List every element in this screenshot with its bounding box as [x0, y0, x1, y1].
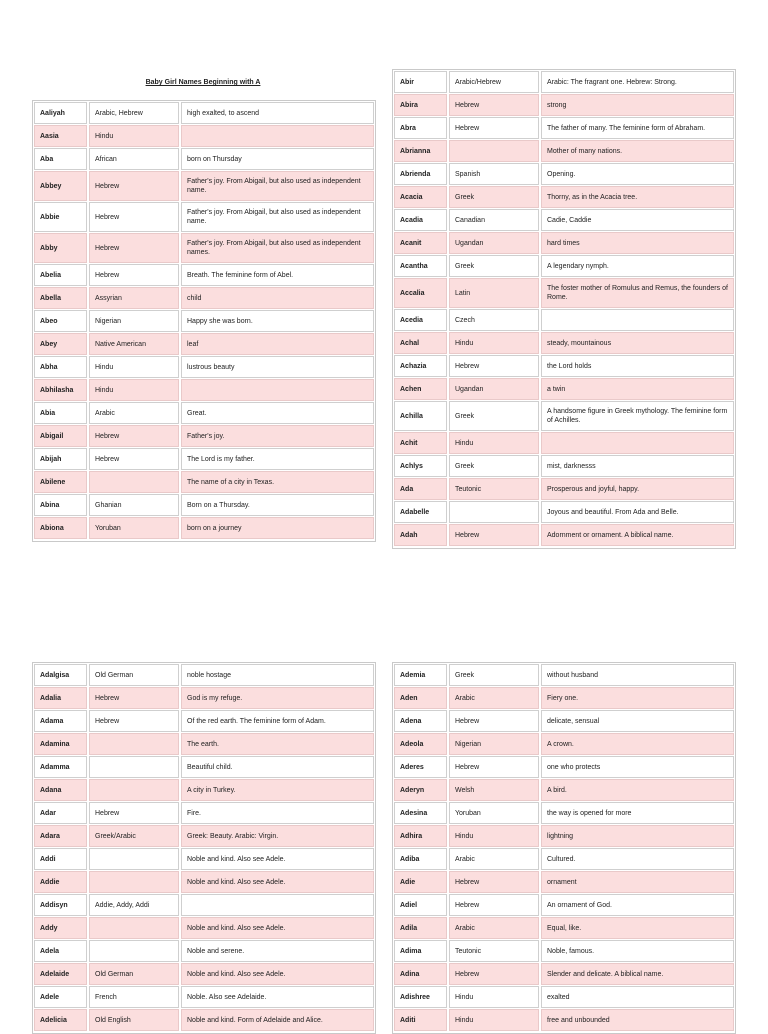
meaning-cell: The Lord is my father.	[181, 448, 374, 470]
meaning-cell: Father's joy. From Abigail, but also used as independent names.	[181, 233, 374, 263]
meaning-cell: born on Thursday	[181, 148, 374, 170]
name-cell: Adima	[394, 940, 447, 962]
name-cell: Aderyn	[394, 779, 447, 801]
name-cell: Abhilasha	[34, 379, 87, 401]
meaning-cell: Cadie, Caddie	[541, 209, 734, 231]
name-cell: Abina	[34, 494, 87, 516]
table-row	[34, 802, 374, 825]
table-row	[34, 1009, 374, 1032]
meaning-cell: Father's joy. From Abigail, but also used as independent name.	[181, 202, 374, 232]
meaning-cell: one who protects	[541, 756, 734, 778]
meaning-cell: A legendary nymph.	[541, 255, 734, 277]
name-cell: Abelia	[34, 264, 87, 286]
name-cell: Achen	[394, 378, 447, 400]
name-cell: Abilene	[34, 471, 87, 493]
meaning-cell: Noble and kind. Also see Adele.	[181, 917, 374, 939]
origin-cell: Hebrew	[449, 710, 539, 732]
meaning-cell: A crown.	[541, 733, 734, 755]
meaning-cell: Fiery one.	[541, 687, 734, 709]
name-cell: Achlys	[394, 455, 447, 477]
name-cell: Achazia	[394, 355, 447, 377]
name-cell: Adie	[394, 871, 447, 893]
names-table-3	[32, 662, 376, 1034]
name-cell: Ada	[394, 478, 447, 500]
table-row	[34, 710, 374, 733]
meaning-cell: Thorny, as in the Acacia tree.	[541, 186, 734, 208]
meaning-cell: A city in Turkey.	[181, 779, 374, 801]
name-cell: Abbey	[34, 171, 87, 201]
name-cell: Addisyn	[34, 894, 87, 916]
name-cell: Abbie	[34, 202, 87, 232]
origin-cell	[89, 848, 179, 870]
meaning-cell: Noble. Also see Adelaide.	[181, 986, 374, 1008]
table-row	[34, 287, 374, 310]
name-cell: Abella	[34, 287, 87, 309]
meaning-cell: Of the red earth. The feminine form of Adam.	[181, 710, 374, 732]
origin-cell: Hebrew	[89, 202, 179, 232]
table-row	[34, 171, 374, 202]
table-row	[34, 264, 374, 287]
origin-cell: Hebrew	[449, 756, 539, 778]
page-title: Baby Girl Names Beginning with A	[145, 79, 261, 86]
meaning-cell: A bird.	[541, 779, 734, 801]
name-cell: Adar	[34, 802, 87, 824]
meaning-cell: a twin	[541, 378, 734, 400]
origin-cell: Yoruban	[449, 802, 539, 824]
origin-cell	[89, 756, 179, 778]
origin-cell: Spanish	[449, 163, 539, 185]
origin-cell: Teutonic	[449, 478, 539, 500]
meaning-cell: strong	[541, 94, 734, 116]
table-row	[394, 940, 734, 963]
table-row	[34, 402, 374, 425]
origin-cell: Nigerian	[89, 310, 179, 332]
origin-cell: Czech	[449, 309, 539, 331]
name-cell: Adila	[394, 917, 447, 939]
table-row	[34, 963, 374, 986]
origin-cell: Hindu	[449, 432, 539, 454]
meaning-cell: Noble and kind. Form of Adelaide and Alice.	[181, 1009, 374, 1031]
name-cell: Adamina	[34, 733, 87, 755]
origin-cell: African	[89, 148, 179, 170]
origin-cell	[89, 733, 179, 755]
table-row	[34, 871, 374, 894]
origin-cell: Arabic/Hebrew	[449, 71, 539, 93]
meaning-cell: Breath. The feminine form of Abel.	[181, 264, 374, 286]
origin-cell: Greek/Arabic	[89, 825, 179, 847]
meaning-cell: Noble and serene.	[181, 940, 374, 962]
meaning-cell: Cultured.	[541, 848, 734, 870]
origin-cell: Old English	[89, 1009, 179, 1031]
name-cell: Achilla	[394, 401, 447, 431]
name-cell: Adah	[394, 524, 447, 546]
origin-cell: Old German	[89, 664, 179, 686]
table-row	[394, 478, 734, 501]
origin-cell: Hebrew	[449, 963, 539, 985]
table-row	[34, 233, 374, 264]
meaning-cell	[181, 125, 374, 147]
origin-cell: Latin	[449, 278, 539, 308]
table-row	[394, 432, 734, 455]
origin-cell: Hebrew	[449, 524, 539, 546]
name-cell: Aasia	[34, 125, 87, 147]
table-row	[34, 664, 374, 687]
meaning-cell: A handsome figure in Greek mythology. The feminine form of Achilles.	[541, 401, 734, 431]
meaning-cell: Happy she was born.	[181, 310, 374, 332]
name-cell: Abira	[394, 94, 447, 116]
name-cell: Achit	[394, 432, 447, 454]
name-cell: Adena	[394, 710, 447, 732]
origin-cell: Hindu	[449, 1009, 539, 1031]
meaning-cell: hard times	[541, 232, 734, 254]
origin-cell: Hebrew	[89, 687, 179, 709]
name-cell: Abrianna	[394, 140, 447, 162]
origin-cell: Nigerian	[449, 733, 539, 755]
meaning-cell: Joyous and beautiful. From Ada and Belle.	[541, 501, 734, 523]
meaning-cell: lustrous beauty	[181, 356, 374, 378]
name-cell: Addy	[34, 917, 87, 939]
table-row	[34, 687, 374, 710]
name-cell: Abijah	[34, 448, 87, 470]
table-row	[394, 848, 734, 871]
meaning-cell	[541, 309, 734, 331]
origin-cell: Hebrew	[89, 171, 179, 201]
name-cell: Adhira	[394, 825, 447, 847]
meaning-cell: The earth.	[181, 733, 374, 755]
table-row	[394, 255, 734, 278]
origin-cell: Hindu	[89, 379, 179, 401]
table-row	[394, 232, 734, 255]
meaning-cell: The father of many. The feminine form of Abraham.	[541, 117, 734, 139]
name-cell: Abey	[34, 333, 87, 355]
table-row	[34, 517, 374, 540]
origin-cell	[89, 871, 179, 893]
origin-cell	[89, 779, 179, 801]
table-row	[394, 664, 734, 687]
meaning-cell: Noble and kind. Also see Adele.	[181, 848, 374, 870]
table-row	[34, 894, 374, 917]
meaning-cell: Arabic: The fragrant one. Hebrew: Strong.	[541, 71, 734, 93]
table-row	[394, 378, 734, 401]
meaning-cell: Adornment or ornament. A biblical name.	[541, 524, 734, 546]
table-row	[394, 871, 734, 894]
table-row	[34, 756, 374, 779]
name-cell: Acadia	[394, 209, 447, 231]
origin-cell: Hindu	[449, 825, 539, 847]
meaning-cell: Mother of many nations.	[541, 140, 734, 162]
name-cell: Acantha	[394, 255, 447, 277]
name-cell: Aden	[394, 687, 447, 709]
origin-cell: Hebrew	[89, 802, 179, 824]
meaning-cell: Father's joy.	[181, 425, 374, 447]
origin-cell: Ugandan	[449, 232, 539, 254]
name-cell: Adama	[34, 710, 87, 732]
meaning-cell: free and unbounded	[541, 1009, 734, 1031]
table-row	[394, 140, 734, 163]
origin-cell: Native American	[89, 333, 179, 355]
origin-cell: Canadian	[449, 209, 539, 231]
table-row	[394, 501, 734, 524]
table-row	[394, 733, 734, 756]
table-row	[394, 825, 734, 848]
table-row	[394, 1009, 734, 1032]
meaning-cell: ornament	[541, 871, 734, 893]
origin-cell: Greek	[449, 186, 539, 208]
table-row	[394, 917, 734, 940]
name-cell: Accalia	[394, 278, 447, 308]
origin-cell: Hebrew	[89, 425, 179, 447]
meaning-cell: child	[181, 287, 374, 309]
meaning-cell: Noble and kind. Also see Adele.	[181, 963, 374, 985]
meaning-cell: the Lord holds	[541, 355, 734, 377]
name-cell: Acacia	[394, 186, 447, 208]
name-cell: Addi	[34, 848, 87, 870]
meaning-cell: Noble, famous.	[541, 940, 734, 962]
table-row	[394, 963, 734, 986]
table-row	[394, 802, 734, 825]
table-row	[34, 848, 374, 871]
origin-cell	[89, 917, 179, 939]
table-row	[394, 278, 734, 309]
name-cell: Adela	[34, 940, 87, 962]
origin-cell: Greek	[449, 255, 539, 277]
meaning-cell: mist, darknesss	[541, 455, 734, 477]
origin-cell: French	[89, 986, 179, 1008]
table-row	[34, 779, 374, 802]
meaning-cell: Beautiful child.	[181, 756, 374, 778]
name-cell: Acedia	[394, 309, 447, 331]
table-row	[34, 102, 374, 125]
meaning-cell: steady, mountainous	[541, 332, 734, 354]
origin-cell: Yoruban	[89, 517, 179, 539]
name-cell: Abha	[34, 356, 87, 378]
name-cell: Adiba	[394, 848, 447, 870]
table-row	[34, 448, 374, 471]
meaning-cell: Greek: Beauty. Arabic: Virgin.	[181, 825, 374, 847]
table-row	[394, 756, 734, 779]
name-cell: Adishree	[394, 986, 447, 1008]
name-cell: Abigail	[34, 425, 87, 447]
name-cell: Addie	[34, 871, 87, 893]
name-cell: Adalia	[34, 687, 87, 709]
names-table-2	[392, 69, 736, 549]
meaning-cell	[181, 894, 374, 916]
table-row	[394, 355, 734, 378]
name-cell: Abrienda	[394, 163, 447, 185]
origin-cell: Arabic	[449, 917, 539, 939]
names-table-4	[392, 662, 736, 1034]
table-row	[34, 825, 374, 848]
meaning-cell: born on a journey	[181, 517, 374, 539]
name-cell: Adesina	[394, 802, 447, 824]
name-cell: Aaliyah	[34, 102, 87, 124]
table-row	[34, 125, 374, 148]
table-row	[34, 379, 374, 402]
meaning-cell: God is my refuge.	[181, 687, 374, 709]
meaning-cell: noble hostage	[181, 664, 374, 686]
name-cell: Abia	[34, 402, 87, 424]
meaning-cell: Great.	[181, 402, 374, 424]
table-row	[34, 310, 374, 333]
table-row	[394, 986, 734, 1009]
origin-cell: Teutonic	[449, 940, 539, 962]
meaning-cell	[181, 379, 374, 401]
table-row	[394, 524, 734, 547]
table-row	[394, 455, 734, 478]
table-row	[34, 425, 374, 448]
meaning-cell: the way is opened for more	[541, 802, 734, 824]
table-row	[34, 917, 374, 940]
table-row	[394, 401, 734, 432]
origin-cell: Ugandan	[449, 378, 539, 400]
origin-cell	[89, 940, 179, 962]
name-cell: Adana	[34, 779, 87, 801]
table-row	[34, 471, 374, 494]
name-cell: Adiel	[394, 894, 447, 916]
origin-cell: Arabic	[89, 402, 179, 424]
meaning-cell: An ornament of God.	[541, 894, 734, 916]
names-table-1	[32, 100, 376, 542]
origin-cell	[89, 471, 179, 493]
meaning-cell: without husband	[541, 664, 734, 686]
meaning-cell: Fire.	[181, 802, 374, 824]
meaning-cell: Born on a Thursday.	[181, 494, 374, 516]
table-row	[34, 333, 374, 356]
origin-cell: Greek	[449, 455, 539, 477]
origin-cell: Ghanian	[89, 494, 179, 516]
name-cell: Adeola	[394, 733, 447, 755]
table-row	[394, 71, 734, 94]
origin-cell	[449, 501, 539, 523]
name-cell: Adalgisa	[34, 664, 87, 686]
origin-cell: Hebrew	[449, 94, 539, 116]
origin-cell: Hindu	[89, 356, 179, 378]
meaning-cell: high exalted, to ascend	[181, 102, 374, 124]
name-cell: Adamma	[34, 756, 87, 778]
table-row	[394, 710, 734, 733]
name-cell: Achal	[394, 332, 447, 354]
name-cell: Abeo	[34, 310, 87, 332]
name-cell: Adelaide	[34, 963, 87, 985]
origin-cell: Hindu	[89, 125, 179, 147]
table-row	[394, 332, 734, 355]
table-row	[394, 894, 734, 917]
name-cell: Acanit	[394, 232, 447, 254]
table-row	[34, 202, 374, 233]
table-row	[34, 733, 374, 756]
origin-cell: Hebrew	[89, 448, 179, 470]
origin-cell: Hebrew	[89, 233, 179, 263]
name-cell: Adina	[394, 963, 447, 985]
origin-cell: Welsh	[449, 779, 539, 801]
name-cell: Aba	[34, 148, 87, 170]
origin-cell: Hebrew	[449, 871, 539, 893]
table-row	[34, 494, 374, 517]
origin-cell: Arabic	[449, 687, 539, 709]
table-row	[34, 356, 374, 379]
meaning-cell: lightning	[541, 825, 734, 847]
origin-cell: Arabic, Hebrew	[89, 102, 179, 124]
meaning-cell: Prosperous and joyful, happy.	[541, 478, 734, 500]
meaning-cell: Noble and kind. Also see Adele.	[181, 871, 374, 893]
meaning-cell: Father's joy. From Abigail, but also used as independent name.	[181, 171, 374, 201]
meaning-cell: Equal, like.	[541, 917, 734, 939]
table-row	[394, 117, 734, 140]
name-cell: Abra	[394, 117, 447, 139]
origin-cell: Hebrew	[449, 117, 539, 139]
table-row	[394, 687, 734, 710]
table-row	[34, 148, 374, 171]
meaning-cell: Opening.	[541, 163, 734, 185]
origin-cell: Greek	[449, 401, 539, 431]
name-cell: Abiona	[34, 517, 87, 539]
origin-cell: Old German	[89, 963, 179, 985]
name-cell: Adelicia	[34, 1009, 87, 1031]
origin-cell: Addie, Addy, Addi	[89, 894, 179, 916]
table-row	[394, 163, 734, 186]
name-cell: Adara	[34, 825, 87, 847]
origin-cell: Hebrew	[89, 264, 179, 286]
origin-cell	[449, 140, 539, 162]
table-row	[394, 186, 734, 209]
name-cell: Adabelle	[394, 501, 447, 523]
name-cell: Aditi	[394, 1009, 447, 1031]
table-row	[394, 94, 734, 117]
origin-cell: Hindu	[449, 332, 539, 354]
table-row	[34, 940, 374, 963]
origin-cell: Arabic	[449, 848, 539, 870]
origin-cell: Hindu	[449, 986, 539, 1008]
origin-cell: Hebrew	[89, 710, 179, 732]
origin-cell: Hebrew	[449, 894, 539, 916]
meaning-cell: exalted	[541, 986, 734, 1008]
meaning-cell: leaf	[181, 333, 374, 355]
name-cell: Aderes	[394, 756, 447, 778]
meaning-cell	[541, 432, 734, 454]
table-row	[34, 986, 374, 1009]
name-cell: Abir	[394, 71, 447, 93]
meaning-cell: The foster mother of Romulus and Remus, the founders of Rome.	[541, 278, 734, 308]
table-row	[394, 779, 734, 802]
meaning-cell: The name of a city in Texas.	[181, 471, 374, 493]
origin-cell: Assyrian	[89, 287, 179, 309]
table-row	[394, 209, 734, 232]
origin-cell: Hebrew	[449, 355, 539, 377]
name-cell: Abby	[34, 233, 87, 263]
table-row	[394, 309, 734, 332]
meaning-cell: Slender and delicate. A biblical name.	[541, 963, 734, 985]
origin-cell: Greek	[449, 664, 539, 686]
name-cell: Adele	[34, 986, 87, 1008]
meaning-cell: delicate, sensual	[541, 710, 734, 732]
name-cell: Ademia	[394, 664, 447, 686]
